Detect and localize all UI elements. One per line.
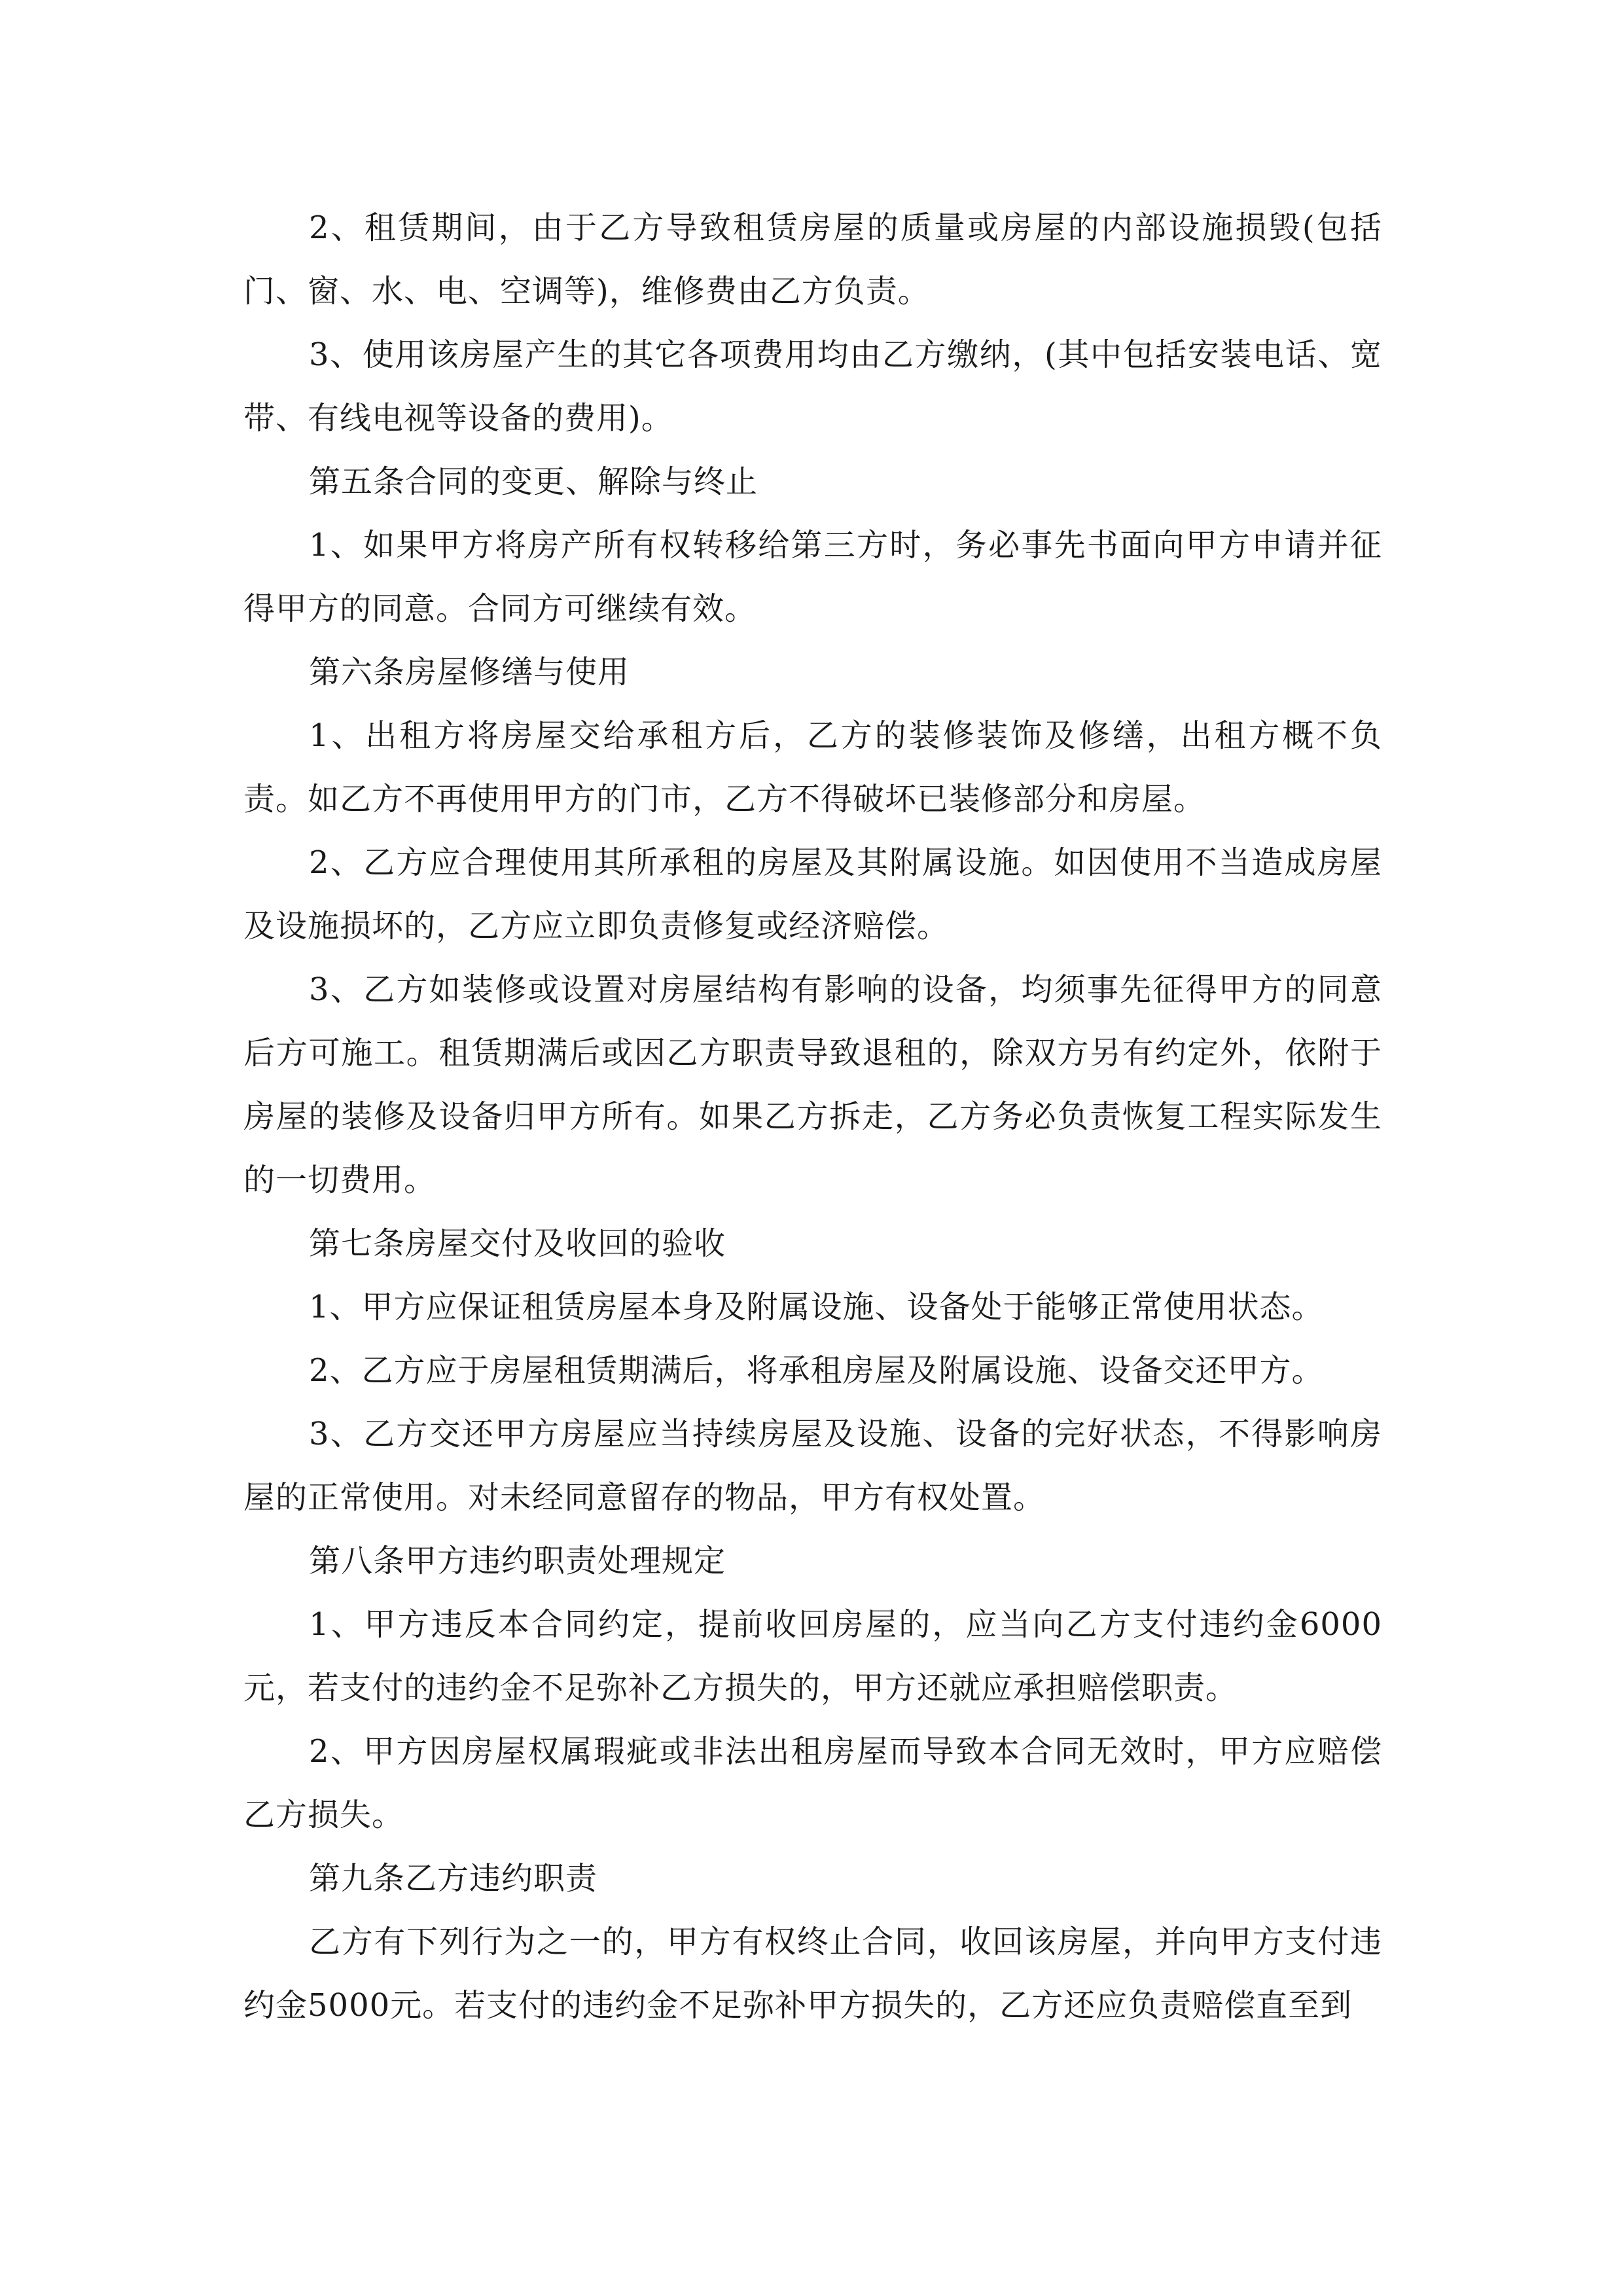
- paragraph-clause-8-2: 2、甲方因房屋权属瑕疵或非法出租房屋而导致本合同无效时，甲方应赔偿乙方损失。: [243, 1733, 1382, 1833]
- section-heading-article-7: 第七条房屋交付及收回的验收: [309, 1225, 726, 1262]
- paragraph-clause-4-2: 2、租赁期间，由于乙方导致租赁房屋的质量或房屋的内部设施损毁(包括门、窗、水、电、空调等)，维修费由乙方负责。: [243, 209, 1382, 310]
- paragraph-clause-6-2: 2、乙方应合理使用其所承租的房屋及其附属设施。如因使用不当造成房屋及设施损坏的，乙方应立即负责修复或经济赔偿。: [243, 844, 1382, 944]
- section-heading-article-8: 第八条甲方违约职责处理规定: [309, 1543, 726, 1579]
- section-heading-article-5: 第五条合同的变更、解除与终止: [309, 463, 758, 500]
- paragraph-clause-8-1: 1、甲方违反本合同约定，提前收回房屋的，应当向乙方支付违约金6000元，若支付的违约金不足弥补乙方损失的，甲方还就应承担赔偿职责。: [243, 1606, 1382, 1706]
- paragraph-article-9-intro: 乙方有下列行为之一的，甲方有权终止合同，收回该房屋，并向甲方支付违约金5000元。若支付的违约金不足弥补甲方损失的，乙方还应负责赔偿直至到: [243, 1924, 1382, 2024]
- document-body: [243, 196, 1382, 2037]
- paragraph-clause-4-3: 3、使用该房屋产生的其它各项费用均由乙方缴纳，(其中包括安装电话、宽带、有线电视等设备的费用)。: [243, 336, 1382, 437]
- section-heading-article-9: 第九条乙方违约职责: [309, 1860, 598, 1897]
- paragraph-clause-6-1: 1、出租方将房屋交给承租方后，乙方的装修装饰及修缮，出租方概不负责。如乙方不再使用甲方的门市，乙方不得破坏已装修部分和房屋。: [243, 717, 1382, 817]
- paragraph-clause-7-3: 3、乙方交还甲方房屋应当持续房屋及设施、设备的完好状态，不得影响房屋的正常使用。对未经同意留存的物品，甲方有权处置。: [243, 1416, 1382, 1516]
- paragraph-clause-7-1: 1、甲方应保证租赁房屋本身及附属设施、设备处于能够正常使用状态。: [309, 1289, 1324, 1325]
- paragraph-clause-7-2: 2、乙方应于房屋租赁期满后，将承租房屋及附属设施、设备交还甲方。: [309, 1352, 1324, 1389]
- section-heading-article-6: 第六条房屋修缮与使用: [309, 654, 630, 691]
- paragraph-clause-5-1: 1、如果甲方将房产所有权转移给第三方时，务必事先书面向甲方申请并征得甲方的同意。合同方可继续有效。: [243, 527, 1382, 627]
- paragraph-clause-6-3: 3、乙方如装修或设置对房屋结构有影响的设备，均须事先征得甲方的同意后方可施工。租赁期满后或因乙方职责导致退租的，除双方另有约定外，依附于房屋的装修及设备归甲方所有。如果乙方拆走，乙方务必负责恢复工程实际发生的一切费用。: [243, 971, 1382, 1198]
